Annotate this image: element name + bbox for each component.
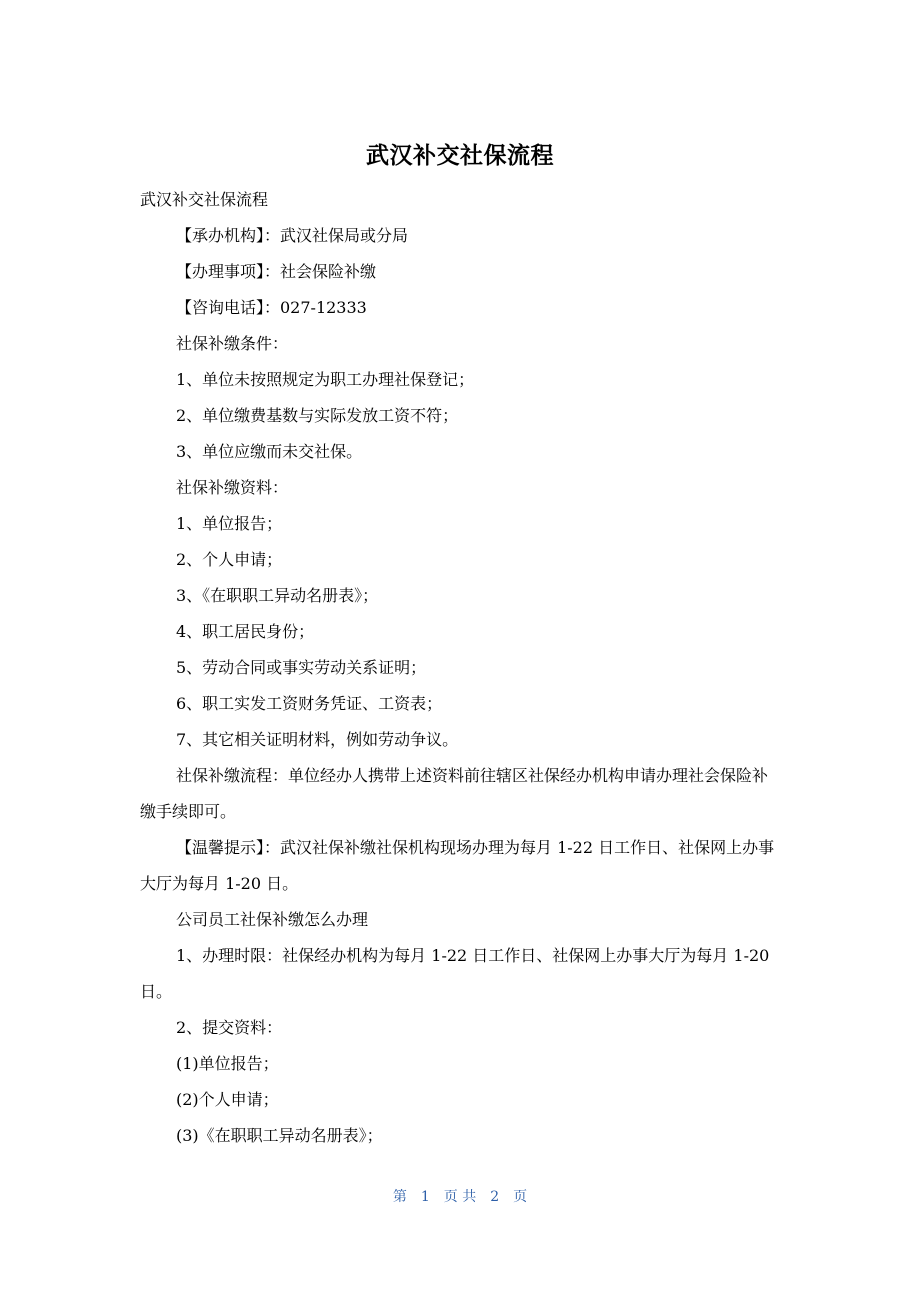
document-title: 武汉补交社保流程 — [366, 143, 554, 169]
list-item: 3、《在职职工异动名册表》； — [176, 586, 379, 605]
list-item: 6、职工实发工资财务凭证、工资表； — [176, 694, 443, 713]
list-item: 2、单位缴费基数与实际发放工资不符； — [176, 406, 459, 425]
list-item: 1、单位报告； — [176, 514, 283, 533]
footer-current-page: 1 — [420, 1189, 430, 1205]
list-item: 5、劳动合同或事实劳动关系证明； — [176, 658, 427, 677]
list-item: (1)单位报告； — [176, 1054, 279, 1073]
footer-total-pages: 2 — [490, 1189, 500, 1205]
document-body — [140, 182, 780, 1154]
paragraph-materials-heading: 社保补缴资料： — [176, 478, 289, 497]
paragraph-time-limit: 1、办理时限：社保经办机构为每月 1-22 日工作日、社保网上办事大厅为每月 1-20 日。 — [140, 946, 770, 1001]
footer-mid: 页 共 — [443, 1189, 477, 1205]
list-item: 3、单位应缴而未交社保。 — [176, 442, 363, 461]
list-item: (3)《在职职工异动名册表》； — [176, 1126, 383, 1145]
paragraph-how-to-heading: 公司员工社保补缴怎么办理 — [176, 910, 369, 929]
paragraph-process: 社保补缴流程：单位经办人携带上述资料前往辖区社保经办机构申请办理社会保险补缴手续即可。 — [140, 766, 769, 821]
page-footer — [0, 1186, 920, 1208]
list-item: 4、职工居民身份； — [176, 622, 315, 641]
paragraph-agency: 【承办机构】：武汉社保局或分局 — [176, 226, 409, 245]
paragraph-matter: 【办理事项】：社会保险补缴 — [176, 262, 377, 281]
list-item: 1、单位未按照规定为职工办理社保登记； — [176, 370, 475, 389]
list-item: 2、个人申请； — [176, 550, 283, 569]
paragraph-phone: 【咨询电话】：027-12333 — [176, 298, 367, 317]
footer-suffix: 页 — [513, 1189, 528, 1205]
list-item: (2)个人申请； — [176, 1090, 279, 1109]
paragraph-submit-materials: 2、提交资料： — [176, 1018, 283, 1037]
list-item: 7、其它相关证明材料，例如劳动争议。 — [176, 730, 459, 749]
paragraph-conditions-heading: 社保补缴条件： — [176, 334, 289, 353]
paragraph-subtitle: 武汉补交社保流程 — [140, 190, 269, 209]
footer-prefix: 第 — [392, 1189, 407, 1205]
paragraph-tip: 【温馨提示】：武汉社保补缴社保机构现场办理为每月 1-22 日工作日、社保网上办事大厅为每月 1-20 日。 — [140, 838, 775, 893]
